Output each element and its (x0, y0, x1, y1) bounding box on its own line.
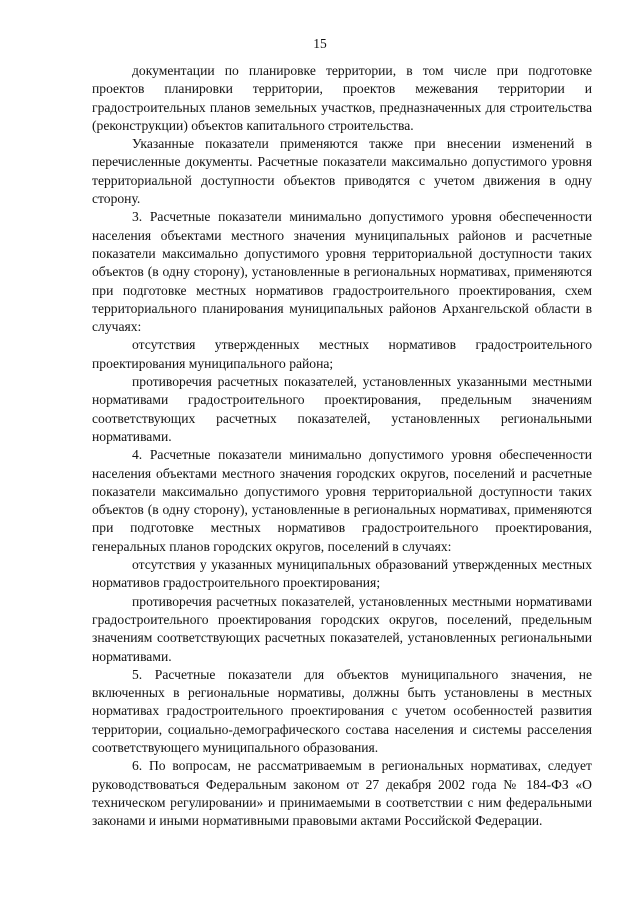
paragraph-item-3: 3. Расчетные показатели минимально допустимого уровня обеспеченности населения объектами местного значения муниципальных районов и расчетные показатели максимально допустимого уровня территориальной доступности таких объектов (в одну сторону), установленные в региональных нормативах, применяются при подготовке местных нормативов градостроительного проектирования, схем территориального планирования муниципальных районов Архангельской области в случаях: (92, 209, 592, 335)
paragraph-item-5: 5. Расчетные показатели для объектов муниципального значения, не включенных в региональные нормативы, должны быть установлены в местных нормативах градостроительного проектирования с учетом особенностей развития территории, социально-демографического состава населения и системы расселения соответствующего муниципального образования. (92, 666, 592, 755)
paragraph-item-4: 4. Расчетные показатели минимально допустимого уровня обеспеченности населения объектами местного значения городских округов, поселений и расчетные показатели максимально допустимого уровня территориальной доступности таких объектов (в одну сторону), установленные в региональных нормативах, применяются при подготовке местных нормативов градостроительного проектирования, генеральных планов городских округов, поселений в случаях: (92, 447, 592, 554)
paragraph-item-3-case-2: противоречия расчетных показателей, установленных указанными местными нормативами градостроительного проектирования, предельным значениям соответствующих расчетных показателей, установленных региональными нормативами. (92, 374, 592, 444)
paragraph-item-6: 6. По вопросам, не рассматриваемым в региональных нормативах, следует руководствоваться Федеральным законом от 27 декабря 2002 года № 184-ФЗ «О техническом регулировании» и принимаемыми в соответствии с ним федеральными законами и иными нормативными правовыми актами Российской Федерации. (92, 758, 592, 829)
paragraph-item-4-case-1: отсутствия у указанных муниципальных образований утвержденных местных нормативов градостроительного проектирования; (92, 557, 592, 591)
paragraph-item-3-case-1: отсутствия утвержденных местных нормативов градостроительного проектирования муниципального района; (92, 337, 592, 371)
paragraph-continuation: документации по планировке территории, в том числе при подготовке проектов планировки территории, проектов межевания территории и градостроительных планов земельных участков, предназначенных для строительства (реконструкции) объектов капитального строительства. (92, 63, 592, 133)
paragraph-item-4-case-2: противоречия расчетных показателей, установленных местными нормативами градостроительного проектирования городских округов, поселений, предельным значениям соответствующих расчетных показателей, установленных региональными нормативами. (92, 593, 592, 664)
paragraph-indicators-applied: Указанные показатели применяются также при внесении изменений в перечисленные документы. Расчетные показатели максимально допустимого уровня территориальной доступности объектов приводятся с учетом движения в одну сторону. (92, 136, 592, 207)
page-number: 15 (313, 36, 327, 51)
body-text (92, 62, 592, 830)
